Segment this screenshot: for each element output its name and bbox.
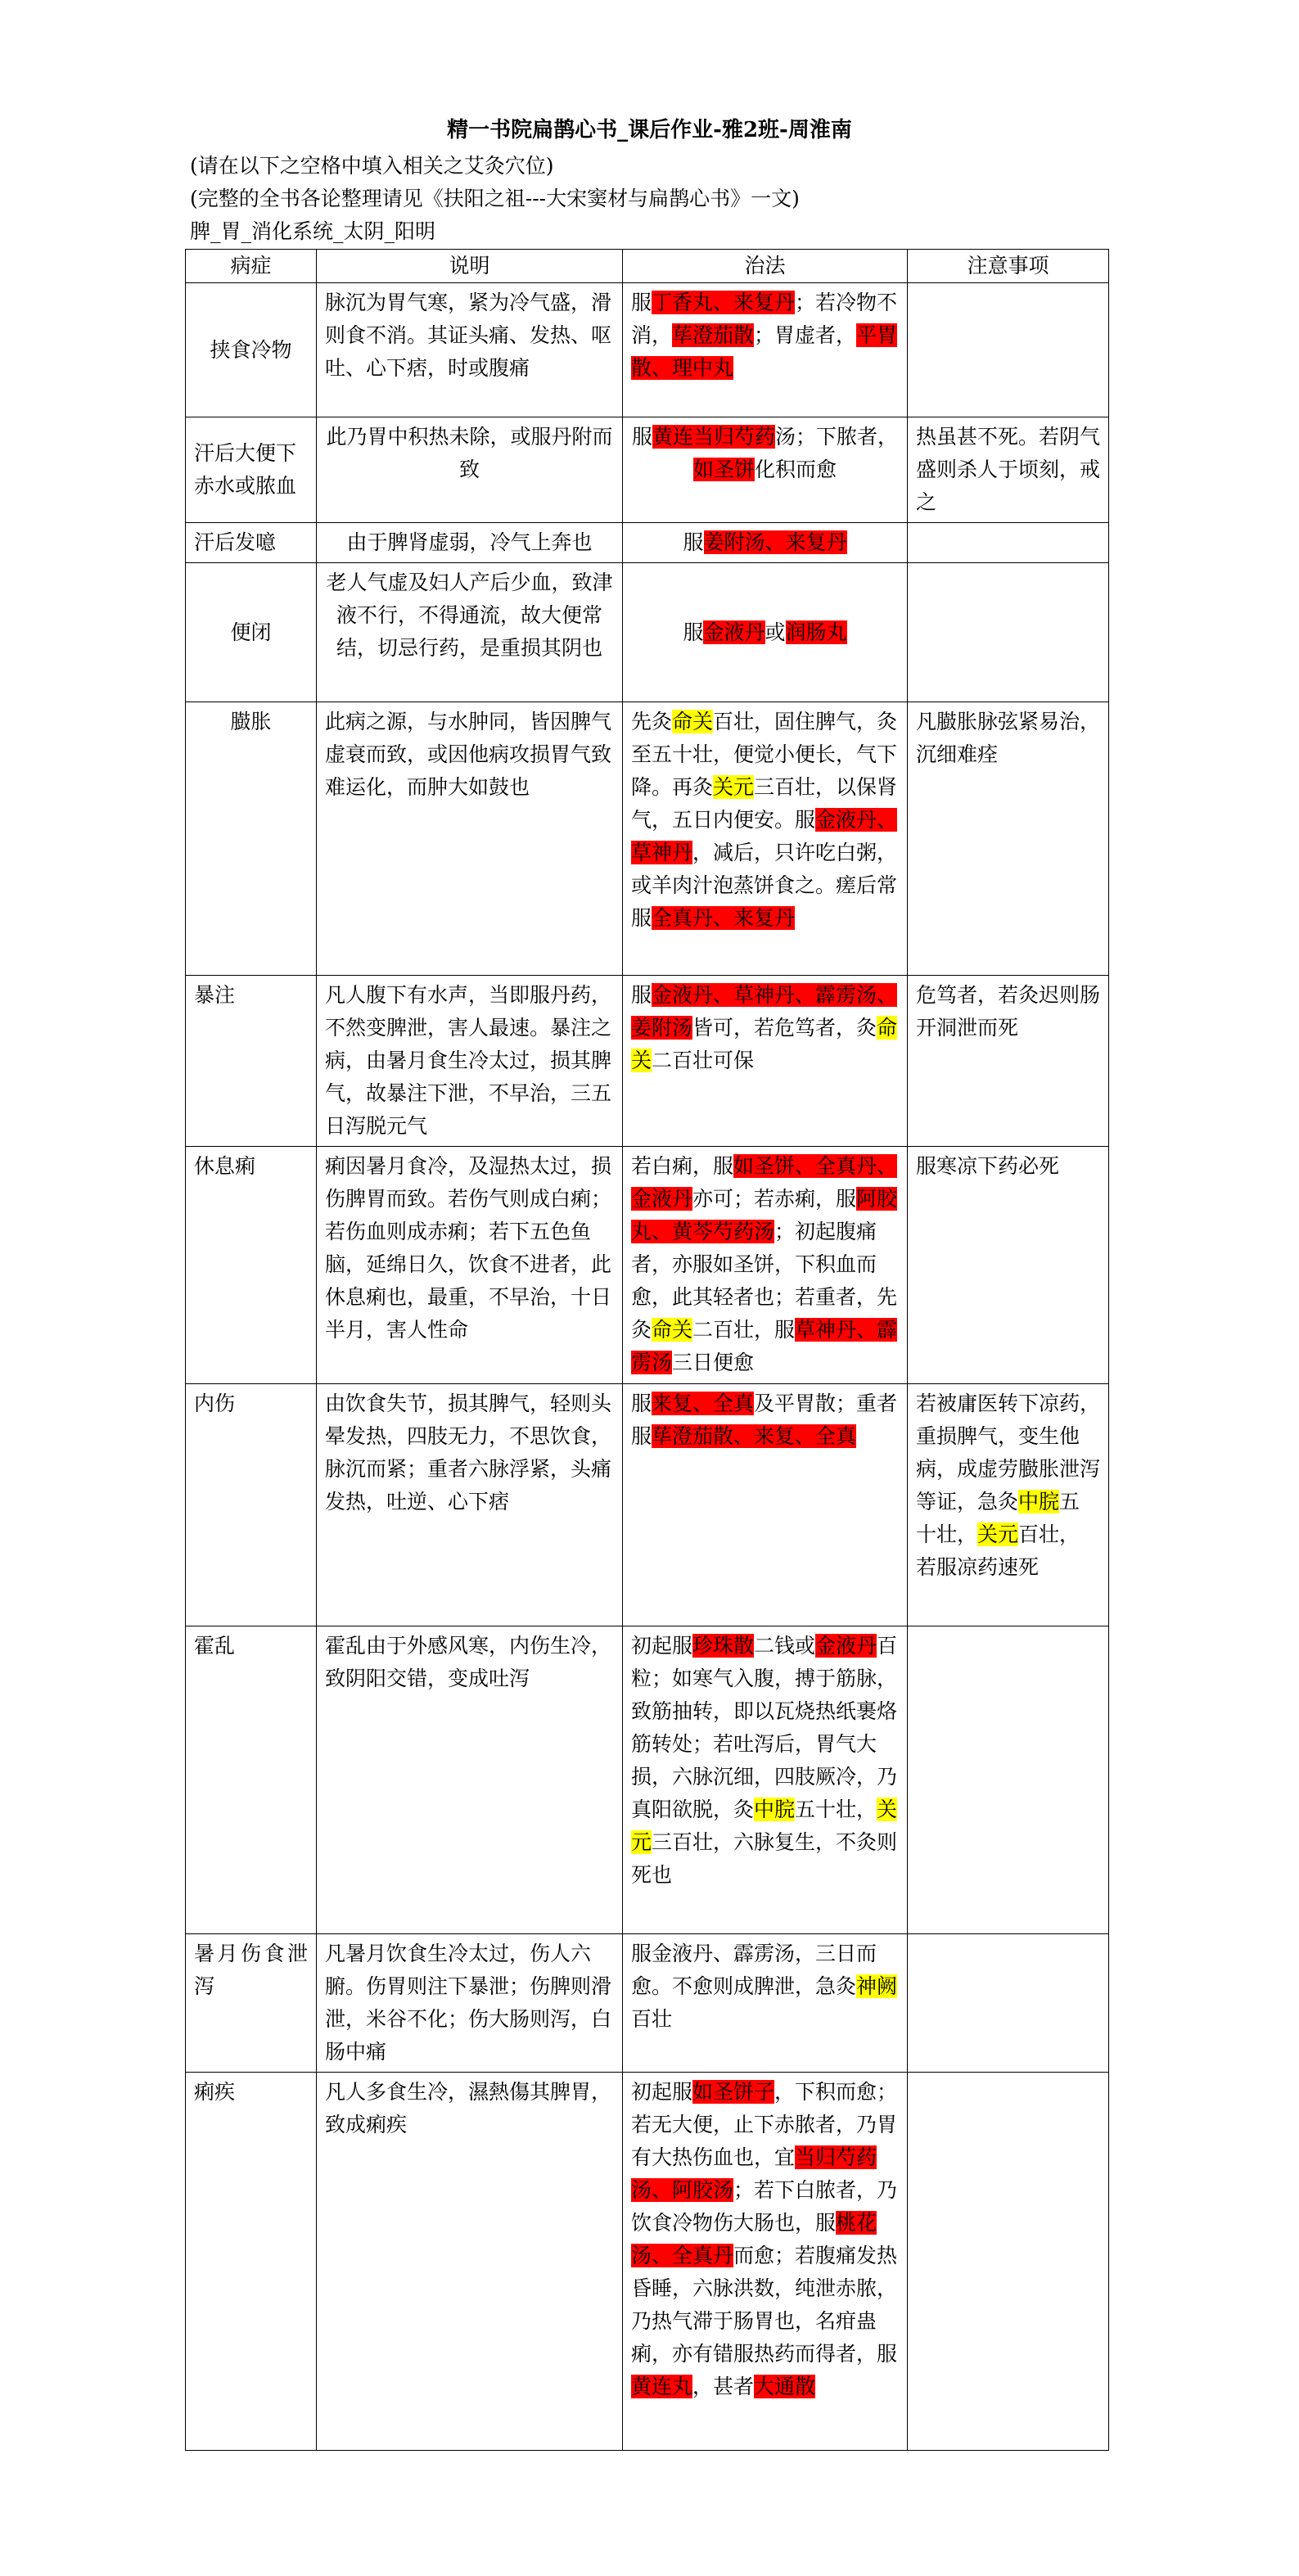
text-segment: 二百壮，服	[692, 1318, 796, 1342]
highlighted-acupoint: 关元	[713, 775, 755, 799]
table-header-row	[186, 250, 1109, 283]
text-segment: 五十壮，	[916, 1490, 1080, 1546]
column-header-treatment: 治法	[623, 250, 908, 283]
notes-cell	[908, 283, 1109, 417]
highlighted-formula: 桃花汤、全真丹	[631, 2211, 877, 2267]
column-header-disease: 病症	[186, 250, 317, 283]
notes-cell	[908, 523, 1109, 563]
column-header-notes: 注意事项	[908, 250, 1109, 283]
text-segment: ；胃虚者，	[754, 323, 857, 347]
table-row	[186, 2073, 1109, 2451]
text-segment: 三百壮，六脉复生，不灸则死也	[631, 1830, 898, 1887]
text-segment: 亦可；若赤痢，服	[692, 1187, 857, 1211]
treatment-cell	[623, 283, 908, 417]
highlighted-formula: 金液丹	[815, 1634, 877, 1658]
treatment-cell	[623, 1147, 908, 1384]
disease-cell: 休息痢	[186, 1147, 317, 1384]
instruction-line: (请在以下之空格中填入相关之艾灸穴位)	[190, 154, 554, 178]
text-segment: ；若冷物不消，	[631, 291, 898, 347]
treatment-cell	[623, 417, 908, 523]
notes-cell: 危笃者，若灸迟则肠开洞泄而死	[908, 976, 1109, 1147]
text-segment: 化积而愈	[755, 458, 837, 481]
highlighted-formula: 如圣饼子	[692, 2080, 775, 2104]
notes-cell: 服寒凉下药必死	[908, 1147, 1109, 1384]
treatment-cell	[623, 976, 908, 1147]
highlighted-formula: 黄连当归芍药	[652, 425, 775, 449]
text-segment: 及平胃散；重者服	[631, 1392, 898, 1448]
highlighted-formula: 金液丹	[703, 620, 765, 644]
treatment-cell	[623, 2073, 908, 2451]
text-segment: ，甚者	[692, 2375, 755, 2398]
text-segment: 初起服	[631, 1634, 693, 1658]
highlighted-formula: 如圣饼、全真丹、金液丹	[631, 1154, 898, 1211]
text-segment: 服	[683, 620, 704, 644]
text-segment: 服金液丹、霹雳汤，三日而愈。不愈则成脾泄，急灸	[631, 1942, 877, 1998]
text-segment: 初起服	[631, 2080, 693, 2104]
highlighted-acupoint: 神阙	[856, 1974, 898, 1998]
description-cell: 老人气虚及妇人产后少血，致津液不行，不得通流，故大便常结，切忌行药，是重损其阴也	[317, 563, 623, 702]
description-cell: 痢因暑月食冷，及湿热太过，损伤脾胃而致。若伤气则成白痢；若伤血则成赤痢；若下五色鱼脑，延绵日久，饮食不进者，此休息痢也，最重，不早治，十日半月，害人性命	[317, 1147, 623, 1384]
text-segment: 服	[631, 425, 652, 449]
text-segment: 二百壮可保	[652, 1049, 755, 1072]
text-segment: 若白痢，服	[631, 1154, 734, 1178]
description-cell: 霍乱由于外感风寒，内伤生冷，致阴阳交错，变成吐泻	[317, 1626, 623, 1934]
description-cell: 此病之源，与水肿同，皆因脾气虚衰而致，或因他病攻损胃气致难运化，而肿大如鼓也	[317, 702, 623, 976]
text-segment: 先灸	[631, 710, 673, 733]
treatment-cell	[623, 702, 908, 976]
treatment-cell	[623, 523, 908, 563]
highlighted-acupoint: 关元	[977, 1523, 1019, 1546]
text-segment: ；初起腹痛者，亦服如圣饼，下积血而愈，此其轻者也；若重者，先灸	[631, 1220, 898, 1342]
text-segment: ，下积而愈；若无大便，止下赤脓者，乃胃有大热伤血也，宜	[631, 2080, 898, 2169]
highlighted-formula: 黄连丸	[631, 2375, 693, 2398]
highlighted-formula: 荜澄茄散	[672, 323, 755, 347]
text-segment: 服	[631, 983, 652, 1007]
highlighted-acupoint: 命关	[652, 1318, 693, 1342]
disease-cell: 内伤	[186, 1384, 317, 1626]
highlighted-formula: 平胃散、理中丸	[631, 323, 898, 380]
highlighted-formula: 荜澄茄散、来复、全真	[652, 1424, 857, 1448]
description-cell: 脉沉为胃气寒，紧为冷气盛，滑则食不消。其证头痛、发热、呕吐、心下痞，时或腹痛	[317, 283, 623, 417]
table-row	[186, 1147, 1109, 1384]
highlighted-acupoint: 中脘	[754, 1798, 796, 1821]
notes-cell	[908, 1934, 1109, 2073]
highlighted-formula: 金液丹、草神丹	[631, 808, 898, 864]
highlighted-formula: 阿胶丸、黄芩芍药汤	[631, 1187, 898, 1243]
table-row	[186, 1384, 1109, 1626]
highlighted-formula: 草神丹、霹雳汤	[631, 1318, 898, 1374]
highlighted-acupoint: 中脘	[1018, 1490, 1060, 1514]
description-cell: 凡暑月饮食生冷太过，伤人六腑。伤胃则注下暴泄；伤脾则滑泄，米谷不化；伤大肠则泻，白肠中痛	[317, 1934, 623, 2073]
highlighted-formula: 来复、全真	[652, 1392, 755, 1415]
reference-line: (完整的全书各论整理请见《扶阳之祖---大宋窦材与扁鹊心书》一文)	[190, 187, 800, 210]
highlighted-acupoint: 关元	[631, 1798, 898, 1854]
description-cell: 此乃胃中积热未除，或服丹附而致	[317, 417, 623, 523]
description-cell: 由于脾肾虚弱，冷气上奔也	[317, 523, 623, 563]
text-segment: 百粒；如寒气入腹，搏于筋脉，致筋抽转，即以瓦烧热纸裹烙筋转处；若吐泻后，胃气大损，六脉沉细，四肢厥冷，乃真阳欲脱，灸	[631, 1634, 898, 1821]
table-row	[186, 702, 1109, 976]
description-cell: 由饮食失节，损其脾气，轻则头晕发热，四肢无力，不思饮食，脉沉而紧；重者六脉浮紧，头痛发热，吐逆、心下痞	[317, 1384, 623, 1626]
text-segment: 百壮，固住脾气，灸至五十壮，便觉小便长，气下降。再灸	[631, 710, 898, 799]
treatment-table-part-1	[185, 249, 1109, 1626]
highlighted-acupoint: 命关	[631, 1016, 898, 1072]
highlighted-formula: 丁香丸、来复丹	[652, 291, 796, 314]
treatment-cell	[623, 563, 908, 702]
disease-cell: 暑月伤食泄泻	[186, 1934, 317, 2073]
text-segment: 服	[683, 530, 704, 554]
disease-cell: 痢疾	[186, 2073, 317, 2451]
text-segment: 服	[631, 1392, 652, 1415]
text-segment: 三百壮，以保肾气，五日内便安。服	[631, 775, 898, 832]
notes-cell: 热虽甚不死。若阴气盛则杀人于顷刻，戒之	[908, 417, 1109, 523]
highlighted-acupoint: 命关	[672, 710, 714, 733]
text-segment: 若被庸医转下凉药，重损脾气，变生他病，成虚劳臌胀泄泻等证，急灸	[916, 1392, 1101, 1514]
highlighted-formula: 珍珠散	[692, 1634, 755, 1658]
notes-cell	[908, 1626, 1109, 1934]
treatment-cell	[623, 1934, 908, 2073]
text-segment: 二钱或	[754, 1634, 816, 1658]
disease-cell: 臌胀	[186, 702, 317, 976]
text-segment: 或	[765, 620, 786, 644]
treatment-cell	[623, 1384, 908, 1626]
disease-cell: 便闭	[186, 563, 317, 702]
highlighted-formula: 全真丹、来复丹	[652, 906, 796, 930]
highlighted-formula: 当归芍药汤、阿胶汤	[631, 2145, 877, 2202]
disease-cell: 暴注	[186, 976, 317, 1147]
text-segment: 而愈；若腹痛发热昏睡，六脉洪数，纯泄赤脓，乃热气滞于肠胃也，名疳蛊痢，亦有错服热药而得者，服	[631, 2244, 898, 2366]
text-segment: 服	[631, 291, 652, 314]
table-row	[186, 1934, 1109, 2073]
text-segment: ；若下白脓者，乃饮食冷物伤大肠也，服	[631, 2178, 898, 2235]
column-header-description: 说明	[317, 250, 623, 283]
disease-cell: 挟食冷物	[186, 283, 317, 417]
table-row	[186, 283, 1109, 417]
text-segment: 三日便愈	[672, 1351, 755, 1374]
highlighted-formula: 如圣饼	[692, 458, 755, 481]
highlighted-formula: 大通散	[754, 2375, 816, 2398]
highlighted-formula: 润肠丸	[785, 620, 847, 644]
table-row	[186, 523, 1109, 563]
notes-cell	[908, 2073, 1109, 2451]
category-line: 脾_胃_消化系统_太阴_阳明	[190, 219, 436, 243]
highlighted-formula: 姜附汤、来复丹	[703, 530, 847, 554]
highlighted-formula: 金液丹、草神丹、霹雳汤、姜附汤	[631, 983, 898, 1040]
table-row	[186, 976, 1109, 1147]
document-title: 精一书院扁鹊心书_课后作业-雅2班-周淮南	[447, 118, 852, 142]
text-segment: 百壮，若服凉药速死	[916, 1523, 1080, 1579]
disease-cell: 汗后大便下赤水或脓血	[186, 417, 317, 523]
notes-cell	[908, 563, 1109, 702]
description-cell: 凡人腹下有水声，当即服丹药，不然变脾泄，害人最速。暴注之病，由暑月食生冷太过，损其脾气，故暴注下泄，不早治，三五日泻脱元气	[317, 976, 623, 1147]
notes-cell: 凡臌胀脉弦紧易治，沉细难痊	[908, 702, 1109, 976]
table-row	[186, 563, 1109, 702]
treatment-table-part-2	[185, 1626, 1109, 2451]
text-segment: 皆可，若危笃者，灸	[692, 1016, 877, 1040]
disease-cell: 汗后发噫	[186, 523, 317, 563]
treatment-cell	[623, 1626, 908, 1934]
text-segment: 五十壮，	[795, 1798, 877, 1821]
text-segment: 汤；下脓者，	[775, 425, 899, 449]
description-cell: 凡人多食生冷，濕熱傷其脾胃，致成痢疾	[317, 2073, 623, 2451]
table-row	[186, 417, 1109, 523]
table-row	[186, 1626, 1109, 1934]
text-segment: 百壮	[631, 2007, 673, 2031]
text-segment: ，减后，只许吃白粥，或羊肉汁泡蒸饼食之。瘥后常服	[631, 841, 898, 930]
notes-cell	[908, 1384, 1109, 1626]
disease-cell: 霍乱	[186, 1626, 317, 1934]
